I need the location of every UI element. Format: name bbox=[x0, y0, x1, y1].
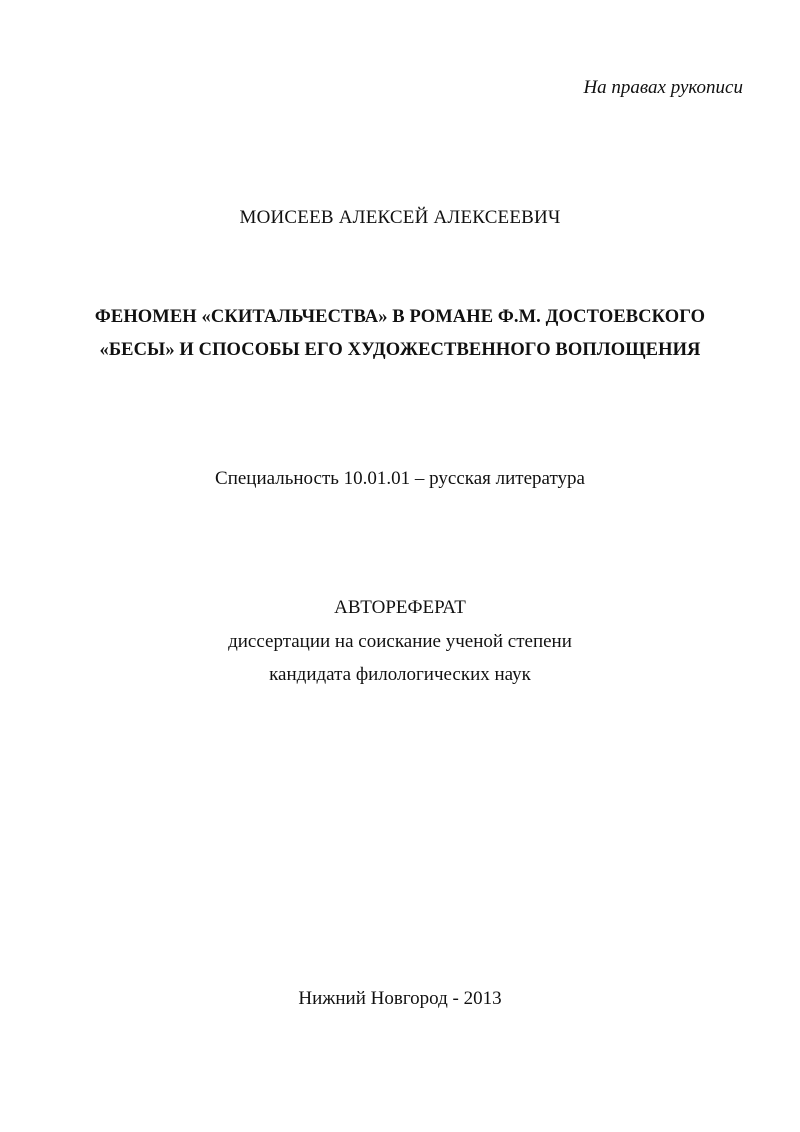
place-year: Нижний Новгород - 2013 bbox=[298, 988, 502, 1009]
abstract-line-1: диссертации на соискание ученой степени bbox=[228, 631, 572, 652]
rights-note: На правах рукописи bbox=[583, 77, 743, 98]
abstract-heading: АВТОРЕФЕРАТ bbox=[334, 597, 466, 618]
title-line-2: «БЕСЫ» И СПОСОБЫ ЕГО ХУДОЖЕСТВЕННОГО ВОПЛОЩЕНИЯ bbox=[99, 340, 701, 360]
specialty-line: Специальность 10.01.01 – русская литература bbox=[215, 468, 585, 489]
author-name: МОИСЕЕВ АЛЕКСЕЙ АЛЕКСЕЕВИЧ bbox=[239, 207, 561, 228]
title-line-1: ФЕНОМЕН «СКИТАЛЬЧЕСТВА» В РОМАНЕ Ф.М. ДОСТОЕВСКОГО bbox=[94, 307, 706, 327]
abstract-line-2: кандидата филологических наук bbox=[269, 664, 531, 685]
